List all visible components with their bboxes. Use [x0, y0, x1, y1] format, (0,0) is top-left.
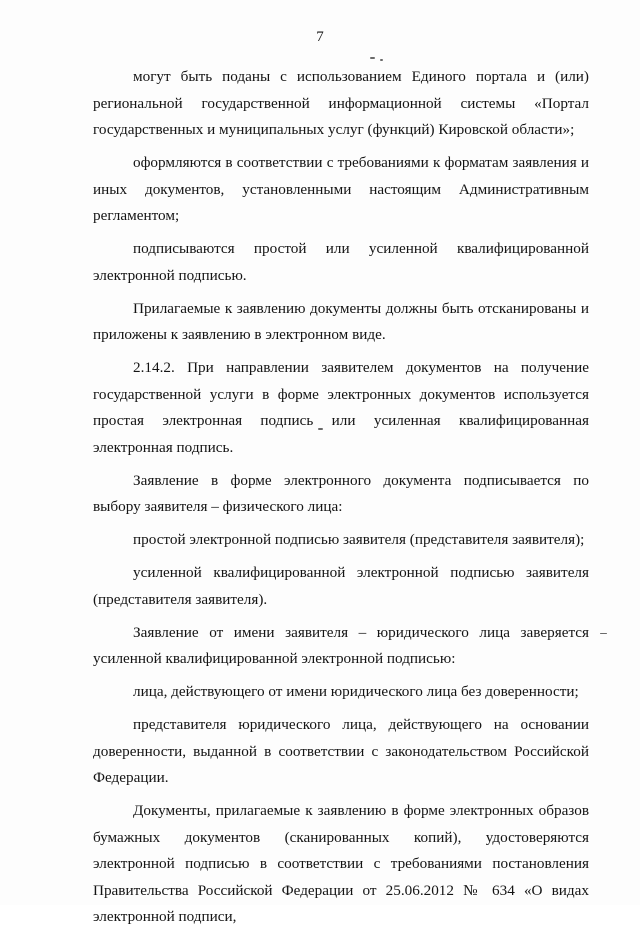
paragraph: представителя юридического лица, действующего на основании доверенности, выданной в соответствии с законодательством Российской Федерации.: [93, 716, 589, 786]
paragraph: Заявление в форме электронного документа подписывается по выбору заявителя – физического лица:: [93, 471, 589, 515]
page-number: 7: [316, 29, 324, 45]
paragraph: Документы, прилагаемые к заявлению в форме электронных образов бумажных документов (сканированных копий), удостоверяются электронной подписью в соответствии с требованиями постановления Правительства Российской Федерации от 25.06.2012 № 634 «О видах электронной подписи,: [93, 802, 589, 925]
paragraph: оформляются в соответствии с требованиями к форматам заявления и иных документов, установленными настоящим Административным регламентом;: [93, 154, 589, 224]
paragraph: лица, действующего от имени юридического лица без доверенности;: [133, 683, 579, 700]
paragraph: Прилагаемые к заявлению документы должны быть отсканированы и приложены к заявлению в электронном виде.: [93, 299, 589, 343]
scan-speck: [370, 57, 375, 59]
paragraph: усиленной квалифицированной электронной подписью заявителя (представителя заявителя).: [93, 564, 589, 608]
paragraph: Заявление от имени заявителя – юридического лица заверяется усиленной квалифицированной электронной подписью:: [93, 623, 589, 667]
body-text: [93, 64, 589, 937]
paragraph: подписываются простой или усиленной квалифицированной электронной подписью.: [93, 240, 589, 284]
scan-speck: [380, 59, 383, 61]
paragraph: простой электронной подписью заявителя (представителя заявителя);: [133, 531, 585, 548]
paragraph: 2.14.2. При направлении заявителем документов на получение государственной услуги в форме электронных документов используется простая электронная подпись или усиленная квалифицированная электронная подпись.: [93, 359, 589, 456]
scan-speck: [600, 633, 607, 634]
paragraph: могут быть поданы с использованием Единого портала и (или) региональной государственной информационной системы «Портал государственных и муниципальных услуг (функций) Кировской области»;: [93, 68, 589, 138]
